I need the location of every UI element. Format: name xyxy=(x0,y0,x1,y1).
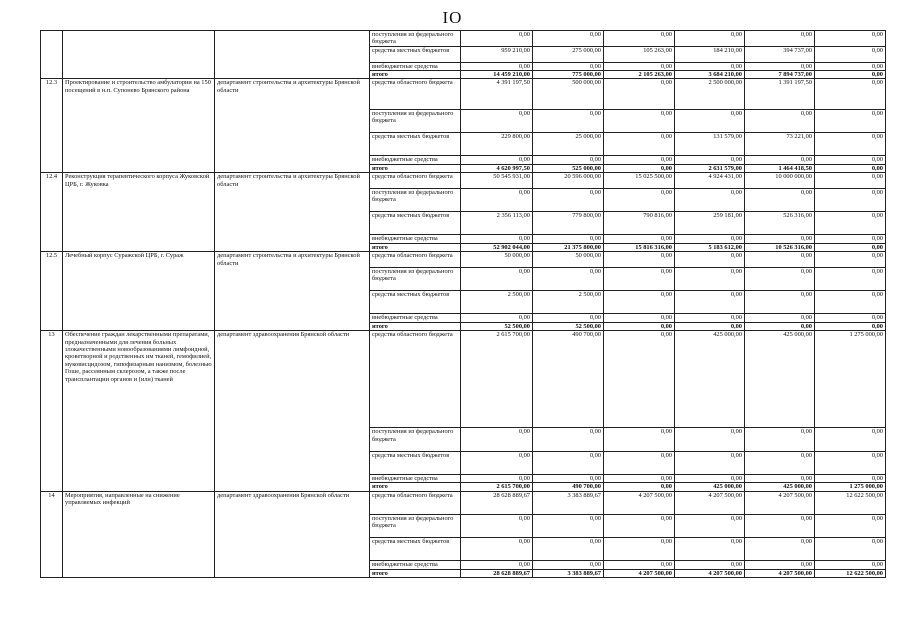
amount-cell: 0,00 xyxy=(604,156,675,164)
amount-cell: 0,00 xyxy=(745,428,815,451)
amount-cell: 0,00 xyxy=(815,173,886,189)
measure-name xyxy=(63,31,215,79)
amount-cell: 490 700,00 xyxy=(533,483,604,491)
measure-name: Обеспечение граждан лекарственными препаратами, предназначенными для лечения больных злокачественными новообразованиями лимфоидной, кроветворной и родственных им тканей, гемофилией, муковисцидозом, гипофизарным нанизмом, болезнью Гоше, рассеянным склерозом, а также после трансплантации органов и (или) тканей xyxy=(63,331,215,491)
funding-source: средства местных бюджетов xyxy=(370,291,461,314)
funding-source: средства местных бюджетов xyxy=(370,133,461,156)
amount-cell: 50 000,00 xyxy=(533,252,604,268)
amount-cell: 2 500 000,00 xyxy=(675,79,745,110)
amount-cell: 4 207 500,00 xyxy=(745,491,815,514)
amount-cell: 0,00 xyxy=(675,291,745,314)
amount-cell: 0,00 xyxy=(604,252,675,268)
amount-cell: 0,00 xyxy=(461,514,533,537)
funding-source: поступления из федерального бюджета xyxy=(370,428,461,451)
amount-cell: 0,00 xyxy=(461,267,533,290)
amount-cell: 0,00 xyxy=(745,189,815,212)
amount-cell: 0,00 xyxy=(745,252,815,268)
amount-cell: 0,00 xyxy=(533,267,604,290)
amount-cell: 425 000,00 xyxy=(675,483,745,491)
amount-cell: 0,00 xyxy=(675,235,745,243)
amount-cell: 0,00 xyxy=(675,537,745,560)
amount-cell: 4 620 997,50 xyxy=(461,164,533,172)
amount-cell: 2 631 579,00 xyxy=(675,164,745,172)
amount-cell: 1 275 000,00 xyxy=(815,331,886,428)
amount-cell: 259 181,00 xyxy=(675,212,745,235)
amount-cell: 526 316,00 xyxy=(745,212,815,235)
amount-cell: 959 210,00 xyxy=(461,46,533,62)
amount-cell: 15 816 316,00 xyxy=(604,243,675,251)
amount-cell: 1 464 418,50 xyxy=(745,164,815,172)
amount-cell: 0,00 xyxy=(815,322,886,330)
amount-cell: 0,00 xyxy=(604,483,675,491)
amount-cell: 0,00 xyxy=(815,514,886,537)
amount-cell: 0,00 xyxy=(675,110,745,133)
amount-cell: 0,00 xyxy=(815,243,886,251)
amount-cell: 2 615 700,00 xyxy=(461,483,533,491)
amount-cell: 4 207 500,00 xyxy=(675,491,745,514)
funding-source: поступления из федерального бюджета xyxy=(370,514,461,537)
amount-cell: 0,00 xyxy=(675,322,745,330)
amount-cell: 0,00 xyxy=(461,474,533,482)
funding-source: итого xyxy=(370,322,461,330)
item-number: 13 xyxy=(41,331,63,491)
amount-cell: 0,00 xyxy=(815,31,886,47)
amount-cell: 0,00 xyxy=(815,62,886,70)
budget-table xyxy=(40,30,886,578)
amount-cell: 5 183 612,00 xyxy=(675,243,745,251)
amount-cell: 0,00 xyxy=(745,322,815,330)
amount-cell: 184 210,00 xyxy=(675,46,745,62)
funding-source: внебюджетные средства xyxy=(370,561,461,569)
amount-cell: 20 596 000,00 xyxy=(533,173,604,189)
funding-source: средства областного бюджета xyxy=(370,491,461,514)
amount-cell: 0,00 xyxy=(604,537,675,560)
amount-cell: 7 894 737,00 xyxy=(745,71,815,79)
amount-cell: 0,00 xyxy=(815,428,886,451)
amount-cell: 0,00 xyxy=(675,156,745,164)
amount-cell: 4 391 197,50 xyxy=(461,79,533,110)
table-body xyxy=(41,31,886,578)
amount-cell: 0,00 xyxy=(604,267,675,290)
amount-cell: 525 000,00 xyxy=(533,164,604,172)
amount-cell: 3 684 210,00 xyxy=(675,71,745,79)
funding-source: средства местных бюджетов xyxy=(370,537,461,560)
amount-cell: 0,00 xyxy=(533,314,604,322)
funding-source: итого xyxy=(370,164,461,172)
amount-cell: 790 816,00 xyxy=(604,212,675,235)
amount-cell: 0,00 xyxy=(815,164,886,172)
amount-cell: 0,00 xyxy=(604,322,675,330)
amount-cell: 0,00 xyxy=(533,474,604,482)
amount-cell: 0,00 xyxy=(745,314,815,322)
amount-cell: 0,00 xyxy=(675,451,745,474)
amount-cell: 0,00 xyxy=(675,474,745,482)
amount-cell: 50 545 931,00 xyxy=(461,173,533,189)
funding-source: итого xyxy=(370,483,461,491)
funding-source: поступления из федерального бюджета xyxy=(370,267,461,290)
amount-cell: 0,00 xyxy=(533,451,604,474)
table-row xyxy=(41,31,886,47)
amount-cell: 779 800,00 xyxy=(533,212,604,235)
amount-cell: 425 000,00 xyxy=(675,331,745,428)
amount-cell: 2 615 700,00 xyxy=(461,331,533,428)
amount-cell: 0,00 xyxy=(461,537,533,560)
measure-name: Проектирование и строительство амбулатории на 150 посещений в н.п. Супонево Брянского района xyxy=(63,79,215,173)
funding-source: поступления из федерального бюджета xyxy=(370,31,461,47)
funding-source: поступления из федерального бюджета xyxy=(370,110,461,133)
item-number: 12.3 xyxy=(41,79,63,173)
amount-cell: 394 737,00 xyxy=(745,46,815,62)
amount-cell: 4 924 431,00 xyxy=(675,173,745,189)
amount-cell: 0,00 xyxy=(461,156,533,164)
executor: департамент здравоохранения Брянской области xyxy=(215,331,370,491)
amount-cell: 0,00 xyxy=(604,189,675,212)
amount-cell: 0,00 xyxy=(815,474,886,482)
amount-cell: 0,00 xyxy=(745,291,815,314)
amount-cell: 0,00 xyxy=(533,537,604,560)
amount-cell: 0,00 xyxy=(533,189,604,212)
amount-cell: 4 207 500,00 xyxy=(604,491,675,514)
measure-name: Реконструкция терапевтического корпуса Жуковской ЦРБ, г. Жуковка xyxy=(63,173,215,252)
funding-source: средства областного бюджета xyxy=(370,173,461,189)
funding-source: средства областного бюджета xyxy=(370,252,461,268)
funding-source: поступления из федерального бюджета xyxy=(370,189,461,212)
funding-source: внебюджетные средства xyxy=(370,235,461,243)
amount-cell: 15 025 500,00 xyxy=(604,173,675,189)
amount-cell: 0,00 xyxy=(461,314,533,322)
funding-source: средства областного бюджета xyxy=(370,331,461,428)
amount-cell: 0,00 xyxy=(815,252,886,268)
amount-cell: 0,00 xyxy=(815,561,886,569)
amount-cell: 0,00 xyxy=(533,156,604,164)
amount-cell: 0,00 xyxy=(604,164,675,172)
amount-cell: 0,00 xyxy=(745,561,815,569)
amount-cell: 0,00 xyxy=(533,514,604,537)
funding-source: средства областного бюджета xyxy=(370,79,461,110)
funding-source: внебюджетные средства xyxy=(370,314,461,322)
amount-cell: 0,00 xyxy=(604,291,675,314)
amount-cell: 0,00 xyxy=(461,110,533,133)
item-number: 12.4 xyxy=(41,173,63,252)
amount-cell: 0,00 xyxy=(461,31,533,47)
amount-cell: 0,00 xyxy=(604,235,675,243)
amount-cell: 0,00 xyxy=(533,428,604,451)
funding-source: внебюджетные средства xyxy=(370,156,461,164)
funding-source: итого xyxy=(370,71,461,79)
amount-cell: 0,00 xyxy=(675,31,745,47)
amount-cell: 0,00 xyxy=(745,235,815,243)
amount-cell: 4 207 500,00 xyxy=(675,569,745,577)
amount-cell: 0,00 xyxy=(675,561,745,569)
funding-source: средства местных бюджетов xyxy=(370,46,461,62)
amount-cell: 0,00 xyxy=(815,267,886,290)
amount-cell: 10 000 000,00 xyxy=(745,173,815,189)
amount-cell: 10 526 316,00 xyxy=(745,243,815,251)
amount-cell: 0,00 xyxy=(745,474,815,482)
amount-cell: 12 622 500,00 xyxy=(815,569,886,577)
amount-cell: 28 628 889,67 xyxy=(461,569,533,577)
table-row xyxy=(41,331,886,428)
amount-cell: 0,00 xyxy=(815,79,886,110)
item-number: 12.5 xyxy=(41,252,63,331)
amount-cell: 0,00 xyxy=(815,451,886,474)
amount-cell: 0,00 xyxy=(815,537,886,560)
amount-cell: 12 622 500,00 xyxy=(815,491,886,514)
amount-cell: 0,00 xyxy=(815,71,886,79)
amount-cell: 0,00 xyxy=(533,62,604,70)
page-number: IO xyxy=(442,8,463,27)
amount-cell: 0,00 xyxy=(461,451,533,474)
amount-cell: 0,00 xyxy=(675,514,745,537)
measure-name: Мероприятия, направленные на снижение управляемых инфекций xyxy=(63,491,215,577)
amount-cell: 0,00 xyxy=(461,235,533,243)
amount-cell: 0,00 xyxy=(675,252,745,268)
amount-cell: 0,00 xyxy=(815,110,886,133)
amount-cell: 0,00 xyxy=(815,314,886,322)
amount-cell: 490 700,00 xyxy=(533,331,604,428)
amount-cell: 1 275 000,00 xyxy=(815,483,886,491)
amount-cell: 0,00 xyxy=(745,110,815,133)
amount-cell: 0,00 xyxy=(461,62,533,70)
amount-cell: 4 207 500,00 xyxy=(604,569,675,577)
table-row xyxy=(41,79,886,110)
executor: департамент строительства и архитектуры Брянской области xyxy=(215,252,370,331)
amount-cell: 0,00 xyxy=(533,110,604,133)
amount-cell: 0,00 xyxy=(815,189,886,212)
item-number xyxy=(41,31,63,79)
amount-cell: 0,00 xyxy=(604,79,675,110)
amount-cell: 25 000,00 xyxy=(533,133,604,156)
amount-cell: 0,00 xyxy=(815,212,886,235)
amount-cell: 0,00 xyxy=(533,31,604,47)
amount-cell: 0,00 xyxy=(604,514,675,537)
amount-cell: 0,00 xyxy=(604,561,675,569)
amount-cell: 52 500,00 xyxy=(461,322,533,330)
amount-cell: 0,00 xyxy=(604,451,675,474)
amount-cell: 0,00 xyxy=(745,62,815,70)
amount-cell: 500 000,00 xyxy=(533,79,604,110)
amount-cell: 50 000,00 xyxy=(461,252,533,268)
amount-cell: 0,00 xyxy=(533,235,604,243)
amount-cell: 52 500,00 xyxy=(533,322,604,330)
amount-cell: 0,00 xyxy=(675,428,745,451)
amount-cell: 73 221,00 xyxy=(745,133,815,156)
funding-source: внебюджетные средства xyxy=(370,474,461,482)
executor: департамент строительства и архитектуры Брянской области xyxy=(215,173,370,252)
amount-cell: 0,00 xyxy=(675,189,745,212)
amount-cell: 0,00 xyxy=(815,46,886,62)
amount-cell: 4 207 500,00 xyxy=(745,569,815,577)
amount-cell: 0,00 xyxy=(745,31,815,47)
amount-cell: 2 105 263,00 xyxy=(604,71,675,79)
amount-cell: 3 383 889,67 xyxy=(533,491,604,514)
amount-cell: 0,00 xyxy=(604,62,675,70)
amount-cell: 425 000,00 xyxy=(745,483,815,491)
funding-source: средства местных бюджетов xyxy=(370,212,461,235)
table-row xyxy=(41,491,886,514)
amount-cell: 3 383 889,67 xyxy=(533,569,604,577)
amount-cell: 0,00 xyxy=(461,561,533,569)
table-row xyxy=(41,252,886,268)
executor xyxy=(215,31,370,79)
executor: департамент здравоохранения Брянской области xyxy=(215,491,370,577)
amount-cell: 1 391 197,50 xyxy=(745,79,815,110)
amount-cell: 425 000,00 xyxy=(745,331,815,428)
amount-cell: 2 356 113,00 xyxy=(461,212,533,235)
amount-cell: 0,00 xyxy=(675,62,745,70)
measure-name: Лечебный корпус Суражской ЦРБ, г. Сураж xyxy=(63,252,215,331)
amount-cell: 0,00 xyxy=(815,133,886,156)
funding-source: итого xyxy=(370,243,461,251)
amount-cell: 0,00 xyxy=(745,537,815,560)
amount-cell: 0,00 xyxy=(604,331,675,428)
amount-cell: 775 000,00 xyxy=(533,71,604,79)
funding-source: внебюджетные средства xyxy=(370,62,461,70)
item-number: 14 xyxy=(41,491,63,577)
amount-cell: 275 000,00 xyxy=(533,46,604,62)
amount-cell: 0,00 xyxy=(815,291,886,314)
amount-cell: 2 500,00 xyxy=(461,291,533,314)
amount-cell: 0,00 xyxy=(533,561,604,569)
amount-cell: 0,00 xyxy=(745,156,815,164)
table-row xyxy=(41,173,886,189)
amount-cell: 0,00 xyxy=(461,428,533,451)
amount-cell: 0,00 xyxy=(604,474,675,482)
amount-cell: 105 263,00 xyxy=(604,46,675,62)
funding-source: итого xyxy=(370,569,461,577)
amount-cell: 0,00 xyxy=(745,267,815,290)
amount-cell: 0,00 xyxy=(815,235,886,243)
amount-cell: 0,00 xyxy=(604,428,675,451)
amount-cell: 0,00 xyxy=(461,189,533,212)
amount-cell: 0,00 xyxy=(604,314,675,322)
amount-cell: 229 800,00 xyxy=(461,133,533,156)
funding-source: средства местных бюджетов xyxy=(370,451,461,474)
amount-cell: 0,00 xyxy=(675,314,745,322)
amount-cell: 0,00 xyxy=(815,156,886,164)
executor: департамент строительства и архитектуры Брянской области xyxy=(215,79,370,173)
amount-cell: 0,00 xyxy=(675,267,745,290)
amount-cell: 0,00 xyxy=(745,514,815,537)
amount-cell: 28 628 889,67 xyxy=(461,491,533,514)
amount-cell: 0,00 xyxy=(604,31,675,47)
amount-cell: 0,00 xyxy=(745,451,815,474)
amount-cell: 14 459 210,00 xyxy=(461,71,533,79)
amount-cell: 21 375 800,00 xyxy=(533,243,604,251)
amount-cell: 131 579,00 xyxy=(675,133,745,156)
amount-cell: 0,00 xyxy=(604,133,675,156)
amount-cell: 0,00 xyxy=(604,110,675,133)
amount-cell: 2 500,00 xyxy=(533,291,604,314)
amount-cell: 52 902 044,00 xyxy=(461,243,533,251)
